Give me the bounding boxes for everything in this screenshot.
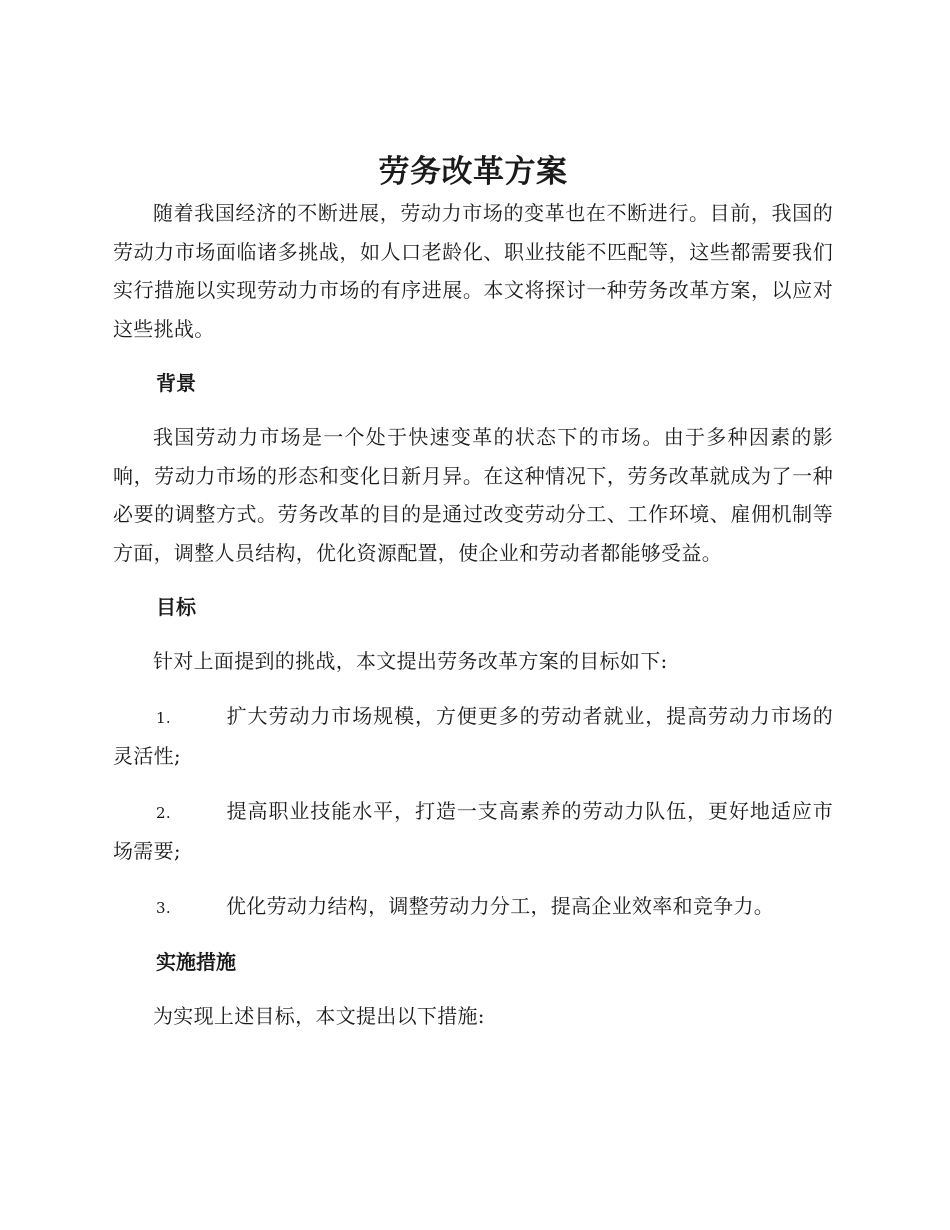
list-item-text: 提高职业技能水平，打造一支高素养的劳动力队伍，更好地适应市场需要; <box>113 798 833 863</box>
list-item-number: 3. <box>156 898 171 917</box>
goals-intro-paragraph: 针对上面提到的挑战，本文提出劳务改革方案的目标如下: <box>153 649 668 673</box>
measures-intro-paragraph: 为实现上述目标，本文提出以下措施: <box>153 1004 485 1028</box>
section-heading-measures: 实施措施 <box>156 950 236 974</box>
list-item-text: 扩大劳动力市场规模，方便更多的劳动者就业，提高劳动力市场的灵活性; <box>113 703 833 768</box>
list-item <box>113 697 833 776</box>
list-item-text: 优化劳动力结构，调整劳动力分工，提高企业效率和竞争力。 <box>226 893 775 918</box>
list-item <box>113 792 833 871</box>
background-paragraph: 我国劳动力市场是一个处于快速变革的状态下的市场。由于多种因素的影响，劳动力市场的形态和变化日新月异。在这种情况下，劳务改革就成为了一种必要的调整方式。劳务改革的目的是通过改变劳动分工、工作环境、雇佣机制等方面，调整人员结构，优化资源配置，使企业和劳动者都能够受益。 <box>113 425 833 565</box>
intro-paragraph: 随着我国经济的不断进展，劳动力市场的变革也在不断进行。目前，我国的劳动力市场面临诸多挑战，如人口老龄化、职业技能不匹配等，这些都需要我们实行措施以实现劳动力市场的有序进展。本文将探讨一种劳务改革方案，以应对这些挑战。 <box>113 201 833 341</box>
list-item-number: 1. <box>156 708 171 727</box>
document-page <box>113 150 833 1036</box>
list-item-number: 2. <box>156 803 171 822</box>
document-title: 劳务改革方案 <box>378 154 568 190</box>
section-heading-background: 背景 <box>156 371 196 395</box>
section-heading-goals: 目标 <box>156 595 196 619</box>
list-item <box>113 887 833 928</box>
